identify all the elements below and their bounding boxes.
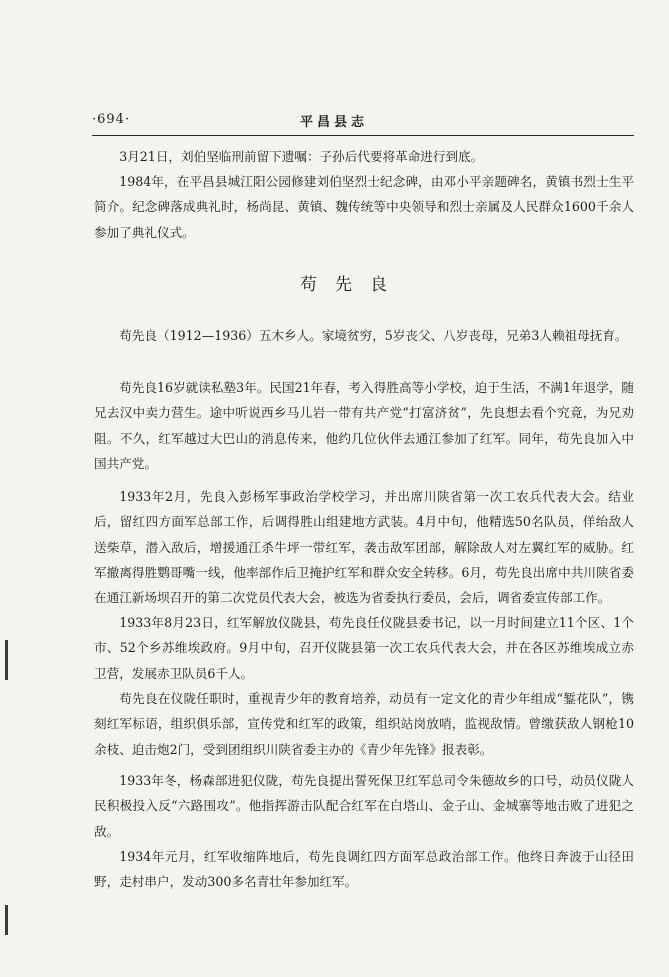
- scan-edge-mark: [5, 905, 8, 935]
- scan-edge-mark: [5, 640, 8, 680]
- paragraph: 1933年2月，先良入彭杨军事政治学校学习，并出席川陕省第一次工农兵代表大会。结业后，留红四方面军总部工作，后调得胜山组建地方武装。4月中旬，他精选50名队员，佯绐敌人送柴草，潜入敌后，增援通江杀牛坪一带红军，袭击敌军团部，解除敌人对左翼红军的威胁。红军撤离得胜鹦哥嘴一线，他率部作后卫掩护红军和群众安全转移。6月，苟先良出席中共川陕省委在通江新场坝召开的第二次党员代表大会，被选为省委执行委员，会后，调省委宣传部工作。: [94, 489, 634, 606]
- paragraph: 1984年，在平昌县城江阳公园修建刘伯坚烈士纪念碑，由邓小平亲题碑名，黄镇书烈士生平简介。纪念碑落成典礼时，杨尚昆、黄镇、魏传统等中央领导和烈士亲属及人民群众1600千余人参加了典礼仪式。: [94, 174, 634, 240]
- running-title: 平昌县志: [300, 115, 369, 130]
- paragraph: 苟先良16岁就读私塾3年。民国21年春，考入得胜高等小学校，迫于生活，不满1年退学，随兄去汉中卖力营生。途中听说西乡马儿岩一带有共产党“打富济贫”，先良想去看个究竟，为兄劝阻。不久，红军越过大巴山的消息传来，他约几位伙伴去通江参加了红军。同年，苟先良加入中国共产党。: [94, 380, 634, 471]
- section-title: 苟先良: [300, 275, 405, 295]
- page-header: [92, 107, 628, 135]
- header-rule: [92, 135, 634, 136]
- paragraph: 苟先良（1912—1936）五木乡人。家境贫穷，5岁丧父、八岁丧母，兄弟3人赖祖母抚育。: [119, 328, 628, 343]
- paragraph: 苟先良在仪陇任职时，重视青少年的教育培养，动员有一定文化的青少年组成“錾花队”，镌刻红军标语，组织俱乐部，宣传党和红军的政策，组织站岗放哨，监视敌情。曾缴获敌人钢枪10余枝、迫击炮2门，受到团组织川陕省委主办的《青少年先锋》报表彰。: [94, 691, 634, 757]
- paragraph: 1933年8月23日，红军解放仪陇县，苟先良任仪陇县委书记，以一月时间建立11个区、1个市、52个乡苏维埃政府。9月中旬，召开仪陇县第一次工农兵代表大会，并在各区苏维埃成立赤卫营，发展赤卫队员6千人。: [94, 615, 634, 681]
- paragraph: 1934年元月，红军收缩阵地后，苟先良调红四方面军总政治部工作。他终日奔波于山径田野，走村串户，发动300多名青壮年参加红军。: [94, 849, 634, 890]
- page-number: ·694·: [92, 112, 131, 127]
- paragraph: 1933年冬，杨森部进犯仪陇，苟先良提出誓死保卫红军总司令朱德故乡的口号，动员仪陇人民积极投入反“六路围攻”。他指挥游击队配合红军在白塔山、金子山、金城寨等地击败了进犯之敌。: [94, 773, 634, 839]
- paragraph: 3月21日，刘伯坚临刑前留下遗嘱：子孙后代要将革命进行到底。: [119, 149, 484, 164]
